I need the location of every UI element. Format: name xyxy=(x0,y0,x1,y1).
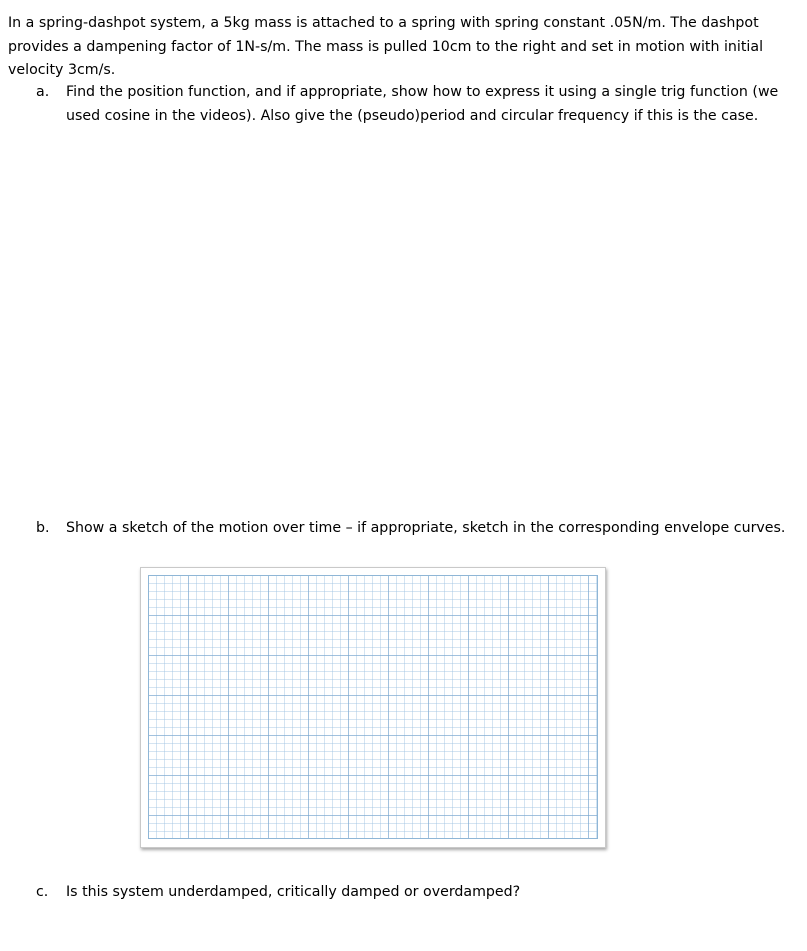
part-a-marker: a. xyxy=(36,84,50,100)
answer-space-a xyxy=(8,135,798,505)
part-b-question: Show a sketch of the motion over time – if appropriate, sketch in the corresponding envelope curves. xyxy=(66,520,786,536)
problem-intro: In a spring-dashpot system, a 5kg mass is attached to a spring with spring constant .05N/m. The dashpot provides a dampening factor of 1N-s/m. The mass is pulled 10cm to the right and set in motion with initial velocity 3cm/s. xyxy=(8,15,764,78)
part-c-question: Is this system underdamped, critically damped or overdamped? xyxy=(66,884,521,900)
part-c-marker: c. xyxy=(36,884,49,900)
part-b-marker: b. xyxy=(36,520,50,536)
part-a-question: Find the position function, and if appropriate, show how to express it using a single trig function (we used cosine in the videos). Also give the (pseudo)period and circular frequency if this is the case. xyxy=(66,84,779,124)
graph-paper-frame xyxy=(140,567,606,848)
graph-paper-grid xyxy=(148,575,598,839)
